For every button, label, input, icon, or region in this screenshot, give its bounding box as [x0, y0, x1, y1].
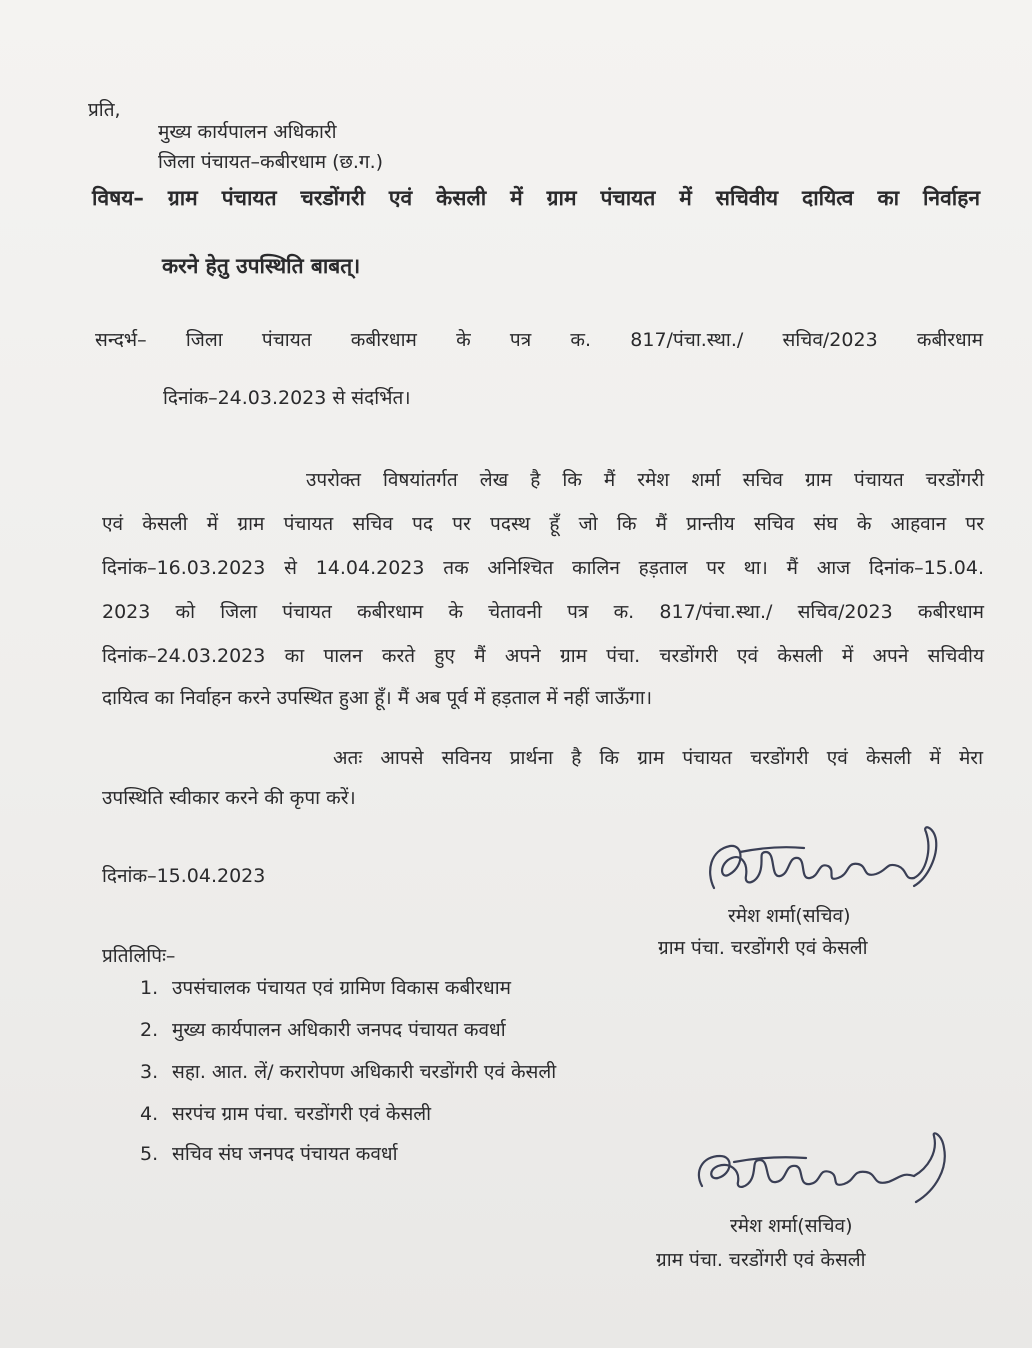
signature-1-designation: ग्राम पंचा. चरडोंगरी एवं केसली — [658, 937, 868, 959]
signature-1-name: रमेश शर्मा(सचिव) — [728, 905, 851, 927]
addressee-title: मुख्य कार्यपालन अधिकारी — [158, 121, 337, 143]
addressee-prefix: प्रति, — [88, 99, 121, 121]
copy-item-3-text: सहा. आत. लें/ करारोपण अधिकारी चरडोंगरी एवं केसली — [172, 1061, 557, 1083]
copy-item-1-number: 1. — [140, 977, 159, 999]
copy-item-1-text: उपसंचालक पंचायत एवं ग्रामिण विकास कबीरधाम — [172, 977, 512, 999]
signature-2-designation: ग्राम पंचा. चरडोंगरी एवं केसली — [656, 1249, 866, 1271]
body-para1-line-2: एवं केसली में ग्राम पंचायत सचिव पद पर पदस्थ हूँ जो कि मैं प्रान्तीय सचिव संघ के आहवान पर — [102, 513, 984, 535]
letter-date: दिनांक–15.04.2023 — [102, 865, 266, 887]
copy-item-2-text: मुख्य कार्यपालन अधिकारी जनपद पंचायत कवर्धा — [172, 1019, 506, 1041]
body-para1-line-6: दायित्व का निर्वाहन करने उपस्थित हुआ हूँ। मैं अब पूर्व में हड़ताल में नहीं जाऊँगा। — [102, 687, 653, 709]
body-para1-line-4: 2023 को जिला पंचायत कबीरधाम के चेतावनी पत्र क. 817/पंचा.स्था./ सचिव/2023 कबीरधाम — [102, 601, 984, 623]
signature-2-name: रमेश शर्मा(सचिव) — [730, 1215, 853, 1237]
body-para1-line-3: दिनांक–16.03.2023 से 14.04.2023 तक अनिश्चित कालिन हड़ताल पर था। मैं आज दिनांक–15.04. — [102, 557, 984, 579]
copy-item-2-number: 2. — [140, 1019, 159, 1041]
subject-line-2: करने हेतु उपस्थिति बाबत्। — [162, 254, 361, 278]
body-para2-line-1: अतः आपसे सविनय प्रार्थना है कि ग्राम पंचायत चरडोंगरी एवं केसली में मेरा — [333, 747, 983, 769]
body-para1-line-5: दिनांक–24.03.2023 का पालन करते हुए मैं अपने ग्राम पंचा. चरडोंगरी एवं केसली में अपने सचिवीय — [102, 645, 984, 667]
body-para1-line-1: उपरोक्त विषयांतर्गत लेख है कि मैं रमेश शर्मा सचिव ग्राम पंचायत चरडोंगरी — [306, 469, 984, 491]
copy-item-5-text: सचिव संघ जनपद पंचायत कवर्धा — [172, 1143, 398, 1165]
copy-item-4-text: सरपंच ग्राम पंचा. चरडोंगरी एवं केसली — [172, 1103, 432, 1125]
addressee-office: जिला पंचायत–कबीरधाम (छ.ग.) — [158, 151, 384, 173]
copies-heading: प्रतिलिपिः– — [102, 945, 176, 967]
signature-2-image — [690, 1128, 960, 1212]
reference-line-1: सन्दर्भ– जिला पंचायत कबीरधाम के पत्र क. 817/पंचा.स्था./ सचिव/2023 कबीरधाम — [95, 329, 983, 351]
copy-item-3-number: 3. — [140, 1061, 159, 1083]
copy-item-4-number: 4. — [140, 1103, 159, 1125]
body-para2-line-2: उपस्थिति स्वीकार करने की कृपा करें। — [102, 787, 356, 809]
reference-line-2: दिनांक–24.03.2023 से संदर्भित। — [163, 387, 411, 409]
subject-line-1: विषय– ग्राम पंचायत चरडोंगरी एवं केसली में ग्राम पंचायत में सचिवीय दायित्व का निर्वाहन — [92, 186, 980, 210]
copy-item-5-number: 5. — [140, 1143, 159, 1165]
signature-1-image — [700, 822, 950, 904]
